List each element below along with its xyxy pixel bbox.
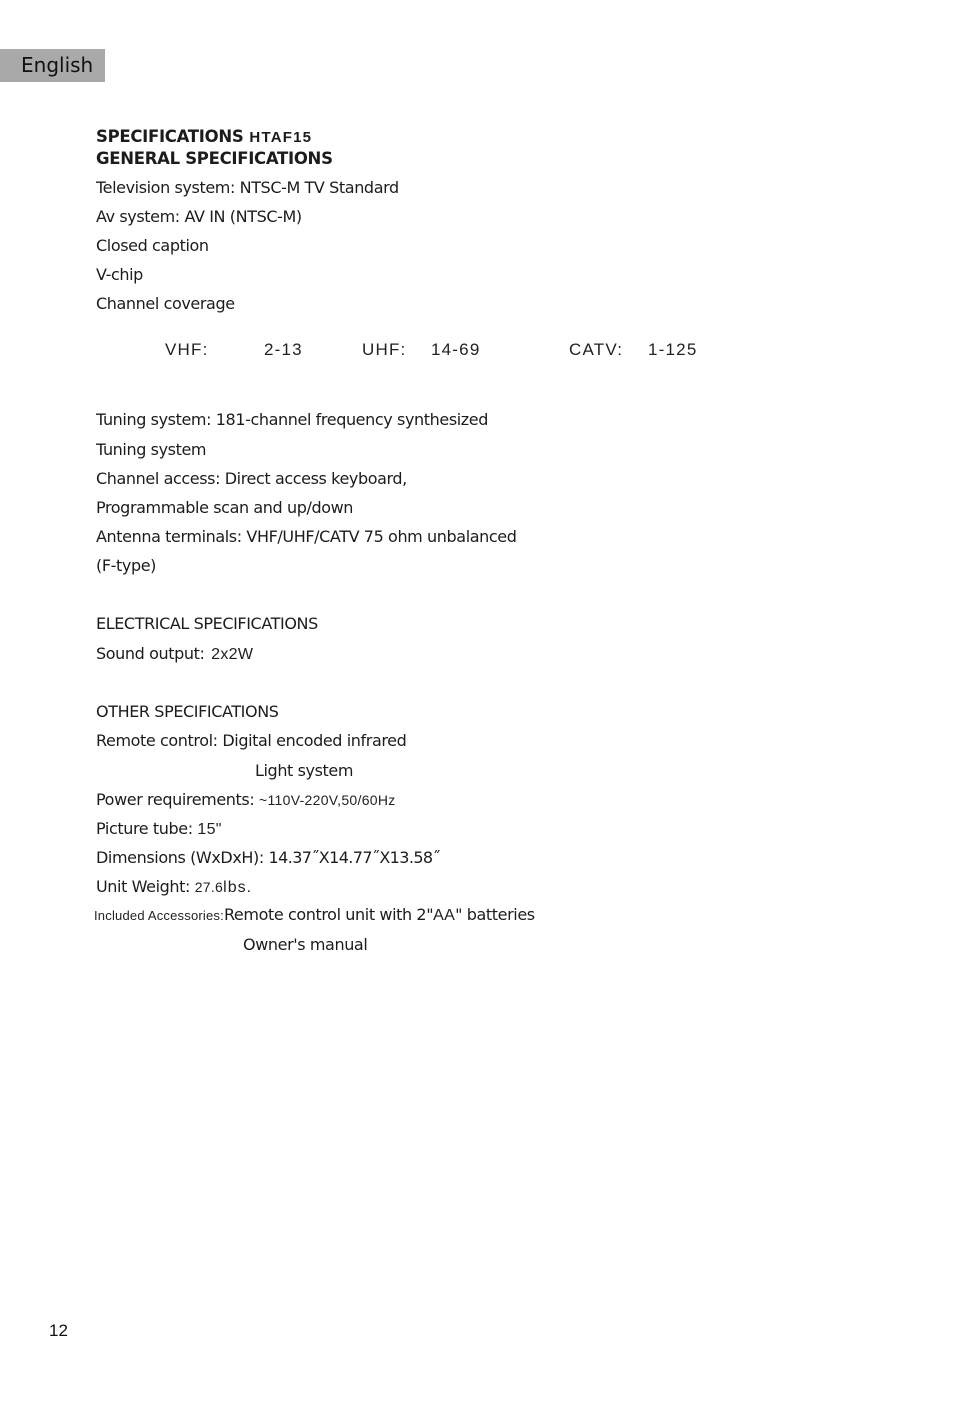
catv-label: CATV: [569, 340, 624, 359]
included-accessories [94, 905, 535, 925]
f-type: (F-type) [96, 556, 157, 575]
general-specifications-heading: GENERAL SPECIFICATIONS [96, 149, 333, 168]
page-number: 12 [49, 1321, 68, 1340]
antenna-terminals: Antenna terminals: VHF/UHF/CATV 75 ohm unbalanced [96, 527, 517, 546]
channel-access: Channel access: Direct access keyboard, [96, 469, 407, 488]
remote-control: Remote control: Digital encoded infrared [96, 731, 407, 750]
power-requirements [96, 790, 396, 809]
model-number: HTAF15 [249, 129, 313, 146]
catv-value: 1-125 [648, 340, 698, 359]
television-system: Television system: NTSC-M TV Standard [96, 178, 399, 197]
tuning-system-frequency: Tuning system: 181-channel frequency synthesized [96, 410, 489, 429]
dimensions [96, 848, 440, 867]
accessories-remote-pre: Remote control unit with 2" [223, 905, 434, 924]
av-system: Av system: AV IN (NTSC-M) [96, 207, 302, 226]
specifications-title [96, 127, 312, 146]
sound-output-label: Sound output: [96, 644, 205, 663]
remote-control-continued: Light system [255, 761, 354, 780]
dimensions-value: 14.37˝X14.77˝X13.58˝ [268, 848, 440, 867]
picture-tube [96, 819, 222, 839]
accessories-aa: AA [433, 907, 456, 924]
vhf-label: VHF: [165, 340, 209, 359]
tuning-system: Tuning system [96, 440, 207, 459]
v-chip: V-chip [96, 265, 143, 284]
picture-tube-value: 15" [197, 821, 222, 838]
uhf-label: UHF: [362, 340, 407, 359]
other-specifications-heading: OTHER SPECIFICATIONS [96, 702, 279, 721]
specifications-heading: SPECIFICATIONS [96, 127, 244, 146]
accessories-owners-manual: Owner's manual [243, 935, 368, 954]
unit-weight-label: Unit Weight: [96, 877, 190, 896]
language-tab: English [0, 49, 105, 82]
accessories-label: Included Accessories: [94, 908, 224, 923]
dimensions-label: Dimensions (WxDxH): [96, 848, 264, 867]
picture-tube-label: Picture tube: [96, 819, 193, 838]
uhf-value: 14-69 [431, 340, 481, 359]
closed-caption: Closed caption [96, 236, 209, 255]
unit-weight [96, 877, 252, 897]
sound-output [96, 644, 253, 664]
sound-output-value: 2x2W [211, 646, 254, 663]
electrical-specifications-heading: ELECTRICAL SPECIFICATIONS [96, 614, 318, 633]
unit-weight-unit: lbs. [223, 879, 253, 896]
channel-coverage: Channel coverage [96, 294, 235, 313]
power-value: ~110V-220V,50/60Hz [259, 792, 396, 808]
programmable-scan: Programmable scan and up/down [96, 498, 354, 517]
vhf-value: 2-13 [264, 340, 303, 359]
accessories-remote-post: " batteries [455, 905, 535, 924]
unit-weight-number: 27.6 [194, 879, 224, 895]
power-label: Power requirements: [96, 790, 255, 809]
